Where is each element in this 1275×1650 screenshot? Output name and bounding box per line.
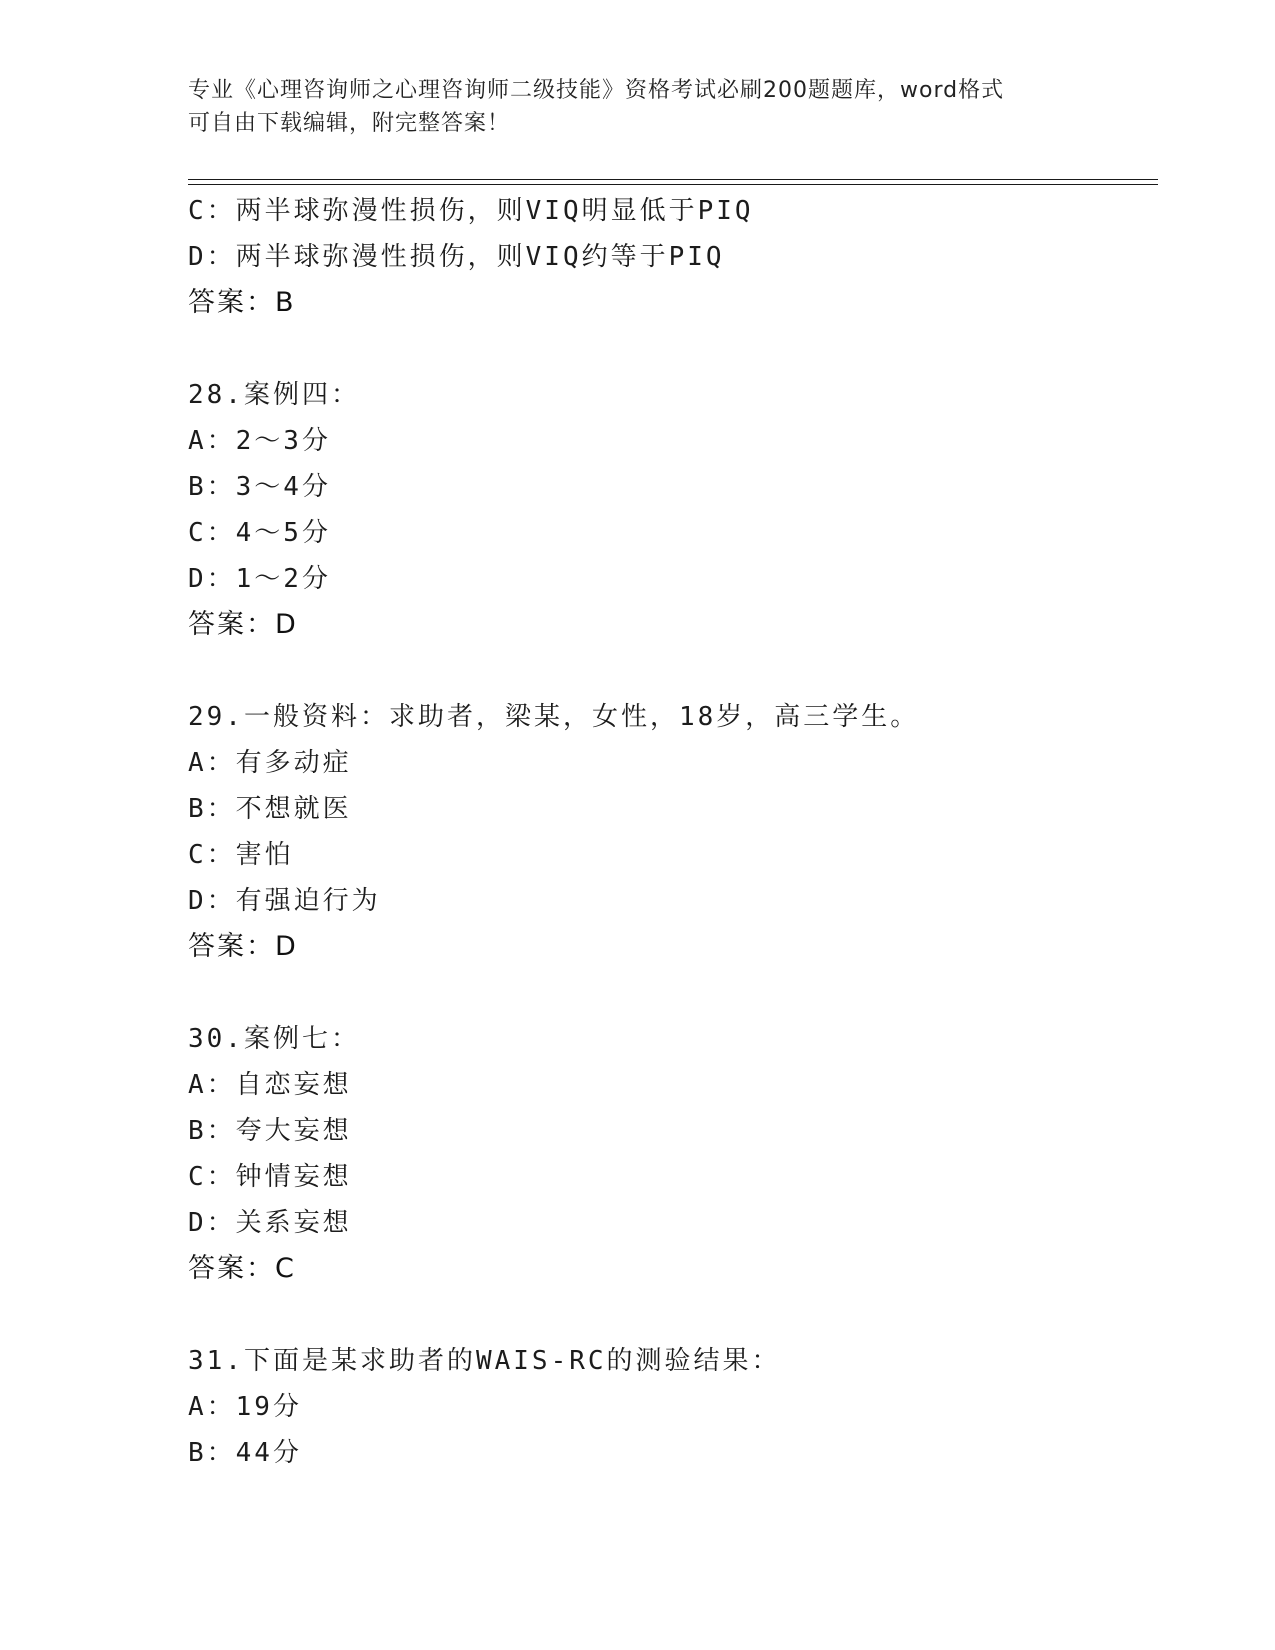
option-b: B：夸大妄想 [188,1116,352,1146]
option-c: C：4～5分 [188,518,331,548]
option-d: D：1～2分 [188,564,331,594]
option-b: B：3～4分 [188,472,331,502]
option-d: D：两半球弥漫性损伤，则VIQ约等于PIQ [188,242,725,272]
header-line-1: 专业《心理咨询师之心理咨询师二级技能》资格考试必刷200题题库，word格式 [188,78,1005,103]
option-d: D：关系妄想 [188,1208,352,1238]
option-a: A：有多动症 [188,748,352,778]
document-header [188,74,1088,140]
header-divider-bottom [188,184,1158,185]
answer-line: 答案：C [188,1253,296,1284]
option-d: D：有强迫行为 [188,886,381,916]
option-c: C：害怕 [188,840,294,870]
option-b: B：不想就医 [188,794,352,824]
document-body [188,188,1168,1476]
answer-line: 答案：B [188,287,296,318]
option-a: A：2～3分 [188,426,331,456]
spacer [188,1292,1168,1338]
option-c: C：两半球弥漫性损伤，则VIQ明显低于PIQ [188,196,754,226]
header-line-2: 可自由下载编辑，附完整答案！ [188,111,511,136]
spacer [188,970,1168,1016]
question-stem-28: 28.案例四： [188,380,360,410]
option-a: A：19分 [188,1392,302,1422]
answer-line: 答案：D [188,931,298,962]
spacer [188,648,1168,694]
option-a: A：自恋妄想 [188,1070,352,1100]
question-stem-30: 30.案例七： [188,1024,360,1054]
question-stem-31: 31.下面是某求助者的WAIS-RC的测验结果： [188,1346,781,1376]
option-c: C：钟情妄想 [188,1162,352,1192]
header-divider-top [188,179,1158,180]
answer-line: 答案：D [188,609,298,640]
spacer [188,326,1168,372]
option-b: B：44分 [188,1438,302,1468]
question-stem-29: 29.一般资料：求助者，梁某，女性，18岁，高三学生。 [188,702,920,732]
